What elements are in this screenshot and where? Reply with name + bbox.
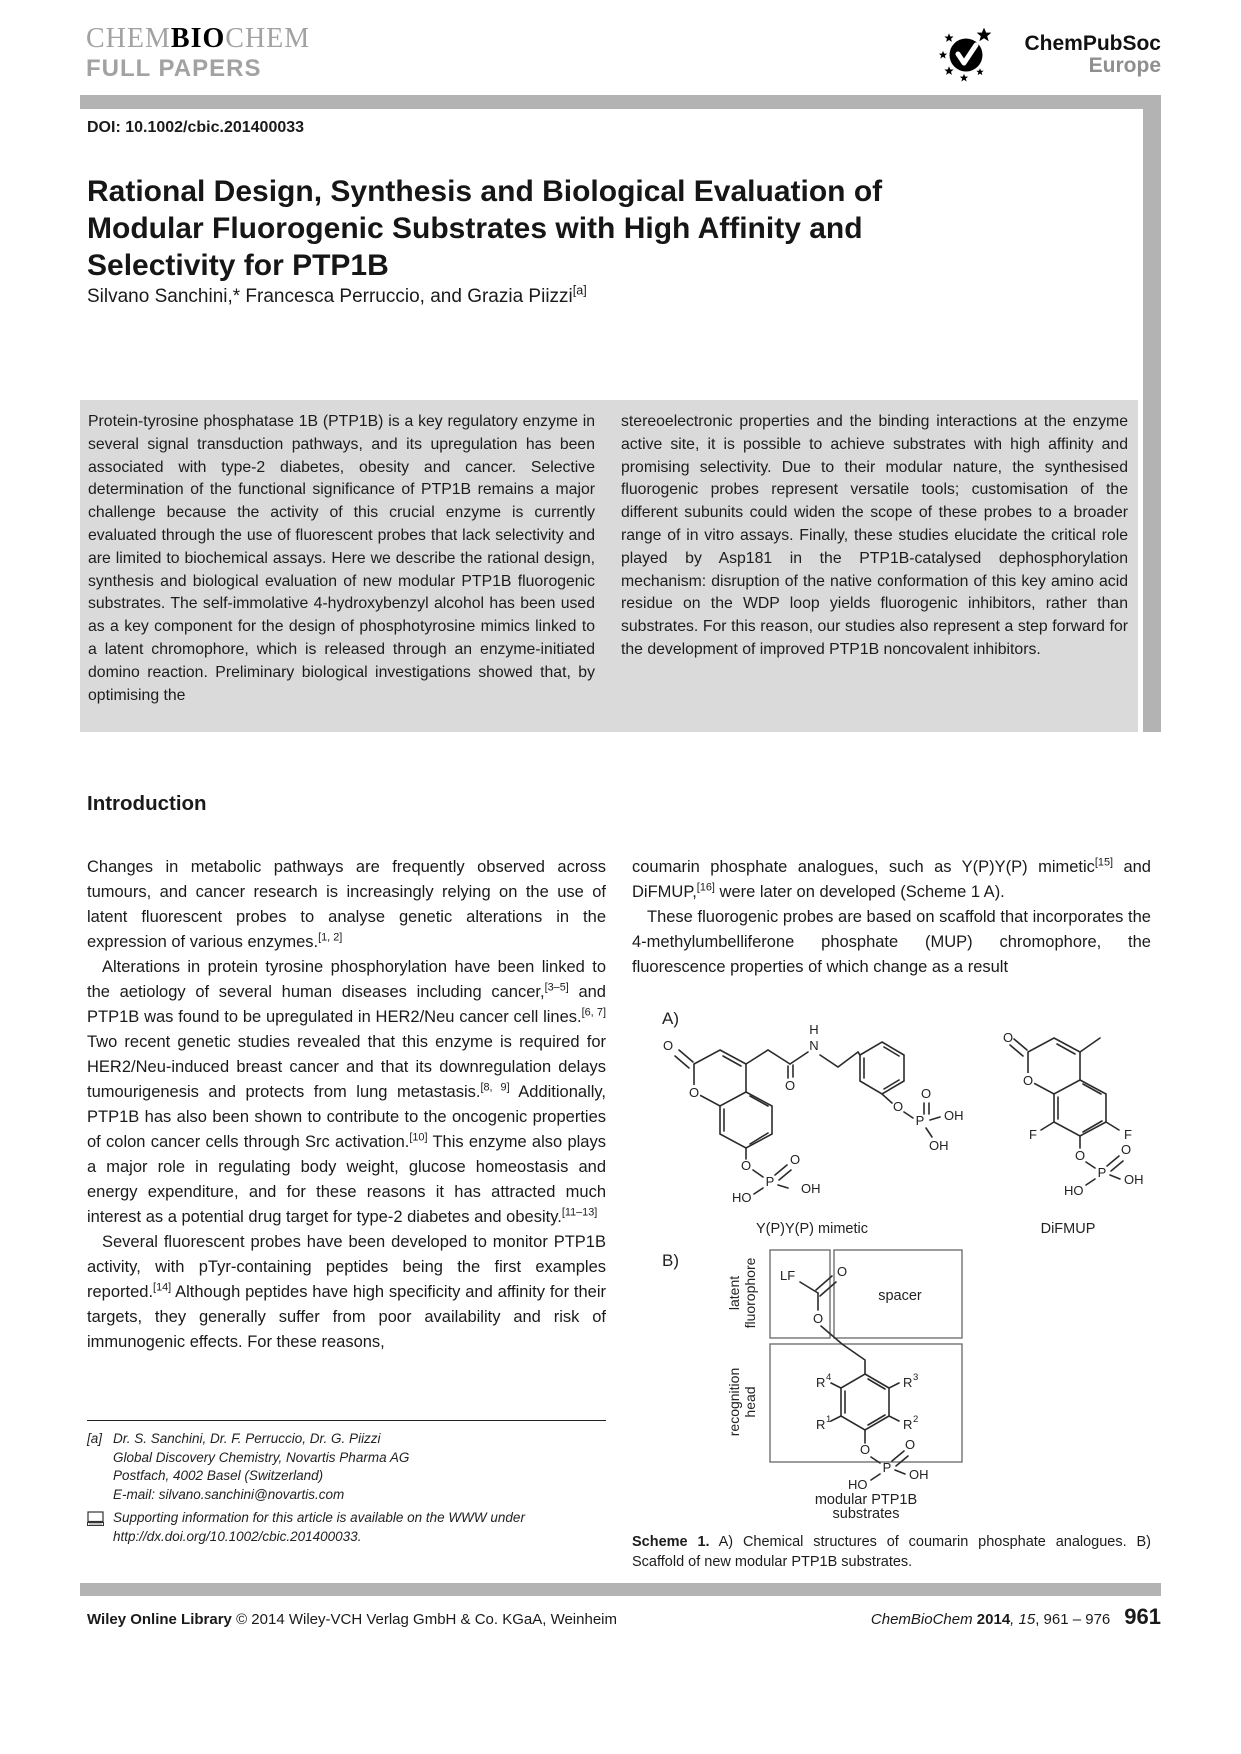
atom-label: OH [801,1181,821,1196]
atom-label: HO [848,1477,868,1492]
paragraph: These fluorogenic probes are based on scaffold that incorporates the 4-methylumbelliferone phosphate (MUP) chromophore, the fluorescence properties of which change as a result [632,908,1151,976]
supporting-info-lines [113,1509,606,1546]
svg-text:recognition: recognition [726,1367,742,1437]
footer-copyright: Wiley Online Library © 2014 Wiley-VCH Verlag GmbH & Co. KGaA, Weinheim [87,1611,617,1628]
atom-label: O [859,1442,871,1457]
atom-label: OH [944,1108,964,1123]
latent-fluorophore-symbol: LF [780,1268,796,1283]
atom-label: O [688,1085,700,1100]
wordmark-bio: BIO [170,23,226,54]
footer [87,1604,1161,1630]
journal-name [86,24,310,54]
atom-label: O [1120,1142,1132,1157]
r3-label: R [903,1375,913,1390]
svg-text:head: head [742,1386,758,1418]
structure-yppyp-mimetic [663,1022,964,1237]
r2-superscript: 2 [913,1414,919,1425]
atom-label: O [812,1311,824,1326]
wordmark-chem1: CHEM [86,23,171,54]
chempubsoc-logo-icon [938,26,996,84]
supporting-info-url[interactable]: http://dx.doi.org/10.1002/cbic.201400033. [113,1528,362,1544]
paragraph: coumarin phosphate analogues, such as Y(P)Y(P) mimetic[15] and DiFMUP,[16] were later on developed (Scheme 1 A). [632,856,1151,901]
doi-line: DOI: 10.1002/cbic.201400033 [87,119,305,136]
r2-label: R [903,1417,913,1432]
atom-label: O [904,1437,916,1452]
atom-label: HO [1064,1183,1084,1198]
r1-label: R [816,1417,826,1432]
journal-wordmark [86,24,310,84]
latent-fluorophore-label [726,1257,758,1328]
r1-superscript: 1 [826,1414,832,1425]
scaffold-caption-line1: modular PTP1B [814,1492,918,1508]
abstract-box [80,400,1138,732]
spacer-label: spacer [878,1288,922,1304]
paragraph: Changes in metabolic pathways are frequently observed across tumours, and cancer research is increasingly relying on the use of latent fluorescent probes to analyse genetic alterations in the expression of various enzymes.[1, 2] [87,858,606,951]
publisher-name-block [1000,33,1161,77]
structure-difmup [1003,1030,1144,1237]
footnote-block [87,1420,606,1546]
side-accent-bar [1143,95,1161,732]
footnote-marker: [a] [87,1431,103,1446]
footer-citation: ChemBioChem 2014, 15, 961 – 976 [870,1611,1111,1628]
panel-a-label: A) [662,1009,679,1028]
atom-label: O [892,1099,904,1114]
atom-label: O [1022,1073,1034,1088]
atom-label: P [915,1113,925,1128]
scheme-1-graphic [632,992,1150,1518]
atom-label: OH [1124,1172,1144,1187]
atom-label: O [662,1038,674,1053]
publisher-logo [938,26,1161,84]
atom-label: P [1097,1165,1107,1180]
atom-label: O [784,1078,796,1093]
article-title: Rational Design, Synthesis and Biological Evaluation of Modular Fluorogenic Substrates with High Affinity and Selectivity for PTP1B [87,175,883,283]
atom-label: HO [732,1190,752,1205]
footer-citation-block [871,1604,1161,1630]
scheme-1-caption: Scheme 1. A) Chemical structures of coumarin phosphate analogues. B) Scaffold of new modular PTP1B substrates. [632,1534,1151,1570]
r3-superscript: 3 [913,1372,919,1383]
scaffold-caption-line2: substrates [832,1506,900,1518]
structure1-caption: Y(P)Y(P) mimetic [756,1221,868,1237]
page-number: 961 [1124,1604,1161,1629]
paragraph: Alterations in protein tyrosine phosphorylation have been linked to the aetiology of several human diseases including cancer,[3–5] and PTP1B was found to be upregulated in HER2/Neu cancer cell lines.[6, 7] Two recent genetic studies revealed that this enzyme is required for HER2/Neu-induced breast cancer and that its downregulation delays tumourigenesis and protects from lung metastasis.[8, 9] Additionally, PTP1B has also been shown to contribute to the oncogenic properties of colon cancer cells through Src activation.[10] This enzyme also plays a major role in regulating body weight, glucose homeostasis and energy expenditure, and for these reasons it has attracted much interest as a potential drug target for type-2 diabetes and obesity.[11–13] [87,958,607,1226]
r4-superscript: 4 [826,1372,832,1383]
affiliation-department: Global Discovery Chemistry, Novartis Pharma AG [113,1449,410,1465]
atom-label: O [1074,1148,1086,1163]
atom-label: N [809,1038,819,1053]
author-line: Silvano Sanchini,* Francesca Perruccio, and Grazia Piizzi[a] [87,283,587,307]
journal-section: FULL PAPERS [86,55,262,82]
section-heading-introduction: Introduction [87,792,207,815]
atom-label: OH [909,1467,929,1482]
panel-b-label: B) [662,1251,679,1270]
footer-rule-bar [80,1583,1161,1596]
recognition-head-label [726,1368,758,1437]
body-right-column [632,855,1151,1572]
affiliation-note [87,1430,606,1504]
supporting-info-note [87,1509,606,1546]
supporting-info-icon [87,1509,113,1546]
atom-label: P [765,1174,775,1189]
publisher-name: ChemPubSoc [1024,32,1161,55]
svg-text:fluorophore: fluorophore [742,1257,758,1329]
scheme-1-figure [632,992,1151,1572]
structure2-caption: DiFMUP [1040,1221,1096,1237]
r4-label: R [816,1375,826,1390]
atom-label: O [1002,1030,1014,1045]
svg-text:latent: latent [726,1275,742,1311]
email-link[interactable]: E-mail: silvano.sanchini@novartis.com [113,1486,345,1502]
publisher-region: Europe [1088,54,1161,77]
atom-label: O [836,1264,848,1279]
supporting-info-text: Supporting information for this article is available on the WWW under [113,1510,525,1525]
affiliation-lines [113,1430,606,1504]
atom-label: OH [929,1138,949,1153]
header-rule-bar [80,95,1161,109]
abstract-column-1: Protein-tyrosine phosphatase 1B (PTP1B) is a key regulatory enzyme in several signal transduction pathways, and its upregulation has been associated with type-2 diabetes, obesity and cancer. Selective determination of the functional significance of PTP1B remains a major challenge because the activity of this crucial enzyme is currently evaluated through the use of fluorescent probes that lack selectivity and are limited to biochemical assays. Here we describe the rational design, synthesis and biological evaluation of new modular PTP1B fluorogenic substrates. The self-immolative 4-hydroxybenzyl alcohol has been used as a key component for the design of phosphotyrosine mimics linked to a latent chromophore, which is released through an enzyme-initiated domino reaction. Preliminary biological investigations showed that, by optimising the [88,413,595,704]
affiliation-authors: Dr. S. Sanchini, Dr. F. Perruccio, Dr. G. Piizzi [113,1431,381,1446]
modular-substrate-scaffold [726,1250,962,1518]
atom-label: F [1124,1127,1132,1142]
atom-label: O [740,1158,752,1173]
wordmark-chem2: CHEM [225,23,311,54]
atom-label: O [789,1152,801,1167]
paragraph: Several fluorescent probes have been developed to monitor PTP1B activity, with pTyr-containing peptides being the first examples reported.[14] Although peptides have high specificity and affinity for their targets, they generally suffer from poor availability and risk of immunogenic effects. For these reasons, [87,1233,606,1351]
atom-label: O [920,1086,932,1101]
body-left-column [87,855,606,1355]
atom-label: H [809,1022,819,1037]
abstract-column-2: stereoelectronic properties and the binding interactions at the enzyme active site, it is possible to achieve substrates with high affinity and promising selectivity. Due to their modular nature, the synthesised fluorogenic probes represent versatile tools; customisation of the different subunits could widen the scope of these probes to a broader range of in vitro assays. Finally, these studies elucidate the critical role played by Asp181 in the PTP1B-catalysed dephosphorylation mechanism: disruption of the native conformation of this key amino acid residue on the WDP loop yields fluorogenic inhibitors, rather than substrates. For this reason, our studies also represent a step forward for the development of improved PTP1B noncovalent inhibitors. [621,413,1128,658]
affiliation-address: Postfach, 4002 Basel (Switzerland) [113,1468,324,1483]
atom-label: F [1029,1127,1037,1142]
atom-label: P [882,1460,892,1475]
